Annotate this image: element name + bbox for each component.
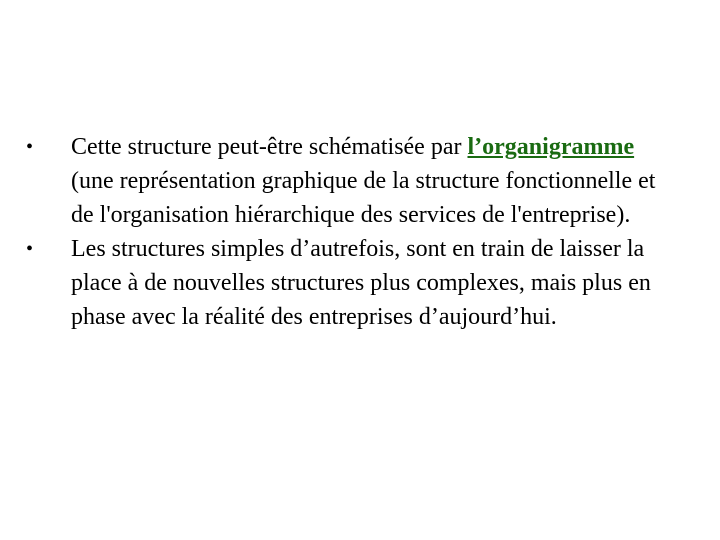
bullet-rest-text: (une représentation graphique de la structure fonctionnelle et de l'organisation hiérarchique des services de l'entreprise). xyxy=(71,168,656,228)
bullet-text: Les structures simples d’autrefois, sont en train de laisser la place à de nouvelles structures plus complexes, mais plus en phase avec la réalité des entreprises d’aujourd’hui. xyxy=(71,236,651,330)
bullet-intro-text: Cette structure peut-être schématisée par xyxy=(71,134,468,160)
bullet-item xyxy=(26,130,666,232)
organigramme-term: l’organigramme xyxy=(467,134,635,160)
bullet-dot-icon: • xyxy=(26,136,34,158)
bullet-dot-icon: • xyxy=(26,238,34,260)
bullet-item xyxy=(26,232,666,334)
bullet-list xyxy=(26,130,666,334)
